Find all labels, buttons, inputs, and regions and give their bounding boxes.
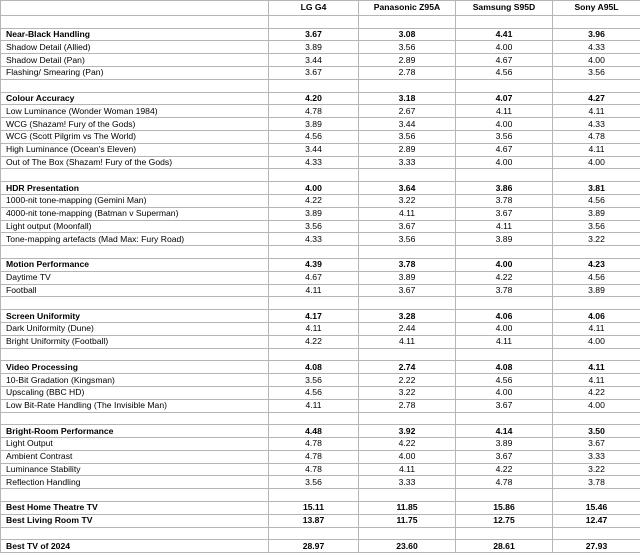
empty-cell	[456, 527, 553, 540]
row-label: Shadow Detail (Pan)	[1, 54, 269, 67]
score-cell: 4.78	[269, 438, 359, 451]
score-cell: 3.22	[359, 194, 456, 207]
row-label: Flashing/ Smearing (Pan)	[1, 66, 269, 79]
empty-cell	[269, 348, 359, 361]
empty-cell	[553, 169, 640, 182]
score-cell: 3.56	[269, 220, 359, 233]
empty-cell	[359, 246, 456, 259]
score-cell: 4.11	[269, 322, 359, 335]
empty-cell	[359, 79, 456, 92]
score-cell: 4.00	[359, 450, 456, 463]
header-panasonic-z95a: Panasonic Z95A	[359, 1, 456, 16]
score-cell: 4.22	[456, 271, 553, 284]
empty-cell	[456, 15, 553, 28]
empty-cell	[456, 489, 553, 502]
section-header-row	[1, 258, 640, 271]
table-row	[1, 463, 640, 476]
empty-cell	[456, 297, 553, 310]
score-cell: 2.89	[359, 54, 456, 67]
section-score: 3.86	[456, 182, 553, 195]
blank-row	[1, 169, 640, 182]
score-cell: 4.56	[456, 66, 553, 79]
score-cell: 4.22	[553, 386, 640, 399]
score-cell: 3.56	[553, 66, 640, 79]
score-cell: 3.44	[269, 143, 359, 156]
score-cell: 2.44	[359, 322, 456, 335]
score-cell: 4.56	[553, 194, 640, 207]
score-cell: 4.11	[269, 284, 359, 297]
empty-cell	[269, 489, 359, 502]
score-cell: 3.56	[359, 130, 456, 143]
empty-cell	[553, 489, 640, 502]
empty-cell	[1, 169, 269, 182]
section-title: HDR Presentation	[1, 182, 269, 195]
score-cell: 3.33	[359, 476, 456, 489]
score-cell: 4.33	[269, 233, 359, 246]
score-cell: 4.67	[456, 54, 553, 67]
table-row	[1, 476, 640, 489]
score-cell: 2.89	[359, 143, 456, 156]
table-row	[1, 54, 640, 67]
row-label: Bright Uniformity (Football)	[1, 335, 269, 348]
blank-row	[1, 527, 640, 540]
total-score: 15.46	[553, 502, 640, 515]
score-cell: 2.22	[359, 374, 456, 387]
section-score: 4.07	[456, 92, 553, 105]
score-cell: 4.56	[553, 271, 640, 284]
empty-cell	[456, 169, 553, 182]
row-label: Luminance Stability	[1, 463, 269, 476]
score-cell: 4.78	[269, 105, 359, 118]
score-cell: 2.78	[359, 66, 456, 79]
empty-cell	[359, 489, 456, 502]
score-cell: 3.67	[359, 220, 456, 233]
section-header-row	[1, 182, 640, 195]
score-cell: 3.33	[553, 450, 640, 463]
section-title: Near-Black Handling	[1, 28, 269, 41]
empty-cell	[359, 169, 456, 182]
section-score: 3.18	[359, 92, 456, 105]
table-row	[1, 450, 640, 463]
final-label: Best TV of 2024	[1, 540, 269, 553]
section-score: 3.81	[553, 182, 640, 195]
section-score: 3.08	[359, 28, 456, 41]
row-label: Daytime TV	[1, 271, 269, 284]
empty-cell	[1, 412, 269, 425]
score-cell: 3.78	[456, 284, 553, 297]
score-cell: 4.00	[456, 322, 553, 335]
table-row	[1, 438, 640, 451]
score-cell: 4.22	[269, 194, 359, 207]
row-label: Light output (Moonfall)	[1, 220, 269, 233]
empty-cell	[553, 15, 640, 28]
section-score: 4.00	[456, 258, 553, 271]
empty-cell	[359, 348, 456, 361]
score-cell: 4.11	[359, 463, 456, 476]
score-cell: 3.67	[359, 284, 456, 297]
table-row	[1, 41, 640, 54]
final-score: 27.93	[553, 540, 640, 553]
score-cell: 4.22	[359, 438, 456, 451]
score-cell: 3.44	[359, 118, 456, 131]
section-score: 4.06	[456, 310, 553, 323]
table-row	[1, 220, 640, 233]
empty-cell	[269, 15, 359, 28]
score-cell: 3.67	[456, 207, 553, 220]
score-cell: 4.11	[359, 207, 456, 220]
empty-cell	[456, 246, 553, 259]
section-score: 4.08	[456, 361, 553, 374]
section-score: 4.06	[553, 310, 640, 323]
header-lg-g4: LG G4	[269, 1, 359, 16]
score-cell: 4.67	[269, 271, 359, 284]
section-score: 4.08	[269, 361, 359, 374]
row-label: Light Output	[1, 438, 269, 451]
score-cell: 3.56	[269, 374, 359, 387]
row-label: Out of The Box (Shazam! Fury of the Gods)	[1, 156, 269, 169]
final-total-row	[1, 540, 640, 553]
empty-cell	[359, 297, 456, 310]
row-label: Dark Uniformity (Dune)	[1, 322, 269, 335]
score-cell: 4.11	[269, 399, 359, 412]
header-row	[1, 1, 640, 16]
final-score: 23.60	[359, 540, 456, 553]
empty-cell	[269, 412, 359, 425]
score-cell: 3.56	[456, 130, 553, 143]
score-cell: 4.00	[553, 54, 640, 67]
empty-cell	[269, 169, 359, 182]
total-score: 11.85	[359, 502, 456, 515]
section-score: 4.39	[269, 258, 359, 271]
section-title: Video Processing	[1, 361, 269, 374]
total-label: Best Home Theatre TV	[1, 502, 269, 515]
score-cell: 3.22	[359, 386, 456, 399]
row-label: Reflection Handling	[1, 476, 269, 489]
total-score: 12.75	[456, 514, 553, 527]
section-header-row	[1, 310, 640, 323]
score-cell: 2.78	[359, 399, 456, 412]
score-cell: 3.89	[269, 207, 359, 220]
score-cell: 4.22	[456, 463, 553, 476]
score-cell: 3.78	[553, 476, 640, 489]
empty-cell	[456, 79, 553, 92]
row-label: 10-Bit Gradation (Kingsman)	[1, 374, 269, 387]
score-cell: 3.89	[359, 271, 456, 284]
table-row	[1, 374, 640, 387]
empty-cell	[553, 246, 640, 259]
empty-cell	[359, 15, 456, 28]
score-cell: 4.56	[269, 130, 359, 143]
section-score: 3.96	[553, 28, 640, 41]
header-samsung-s95d: Samsung S95D	[456, 1, 553, 16]
score-cell: 4.00	[456, 118, 553, 131]
score-cell: 4.11	[456, 335, 553, 348]
score-cell: 3.89	[553, 207, 640, 220]
header-sony-a95l: Sony A95L	[553, 1, 640, 16]
score-cell: 4.56	[269, 386, 359, 399]
table-row	[1, 386, 640, 399]
final-score: 28.61	[456, 540, 553, 553]
empty-cell	[1, 489, 269, 502]
empty-cell	[553, 348, 640, 361]
table-body	[1, 1, 640, 553]
section-header-row	[1, 28, 640, 41]
score-cell: 4.78	[269, 463, 359, 476]
score-cell: 4.33	[553, 118, 640, 131]
score-cell: 3.56	[553, 220, 640, 233]
table-row	[1, 130, 640, 143]
row-label: Upscaling (BBC HD)	[1, 386, 269, 399]
empty-cell	[269, 527, 359, 540]
total-row	[1, 514, 640, 527]
score-cell: 3.22	[553, 463, 640, 476]
empty-cell	[553, 527, 640, 540]
table-row	[1, 156, 640, 169]
score-cell: 4.00	[553, 156, 640, 169]
empty-cell	[269, 246, 359, 259]
final-score: 28.97	[269, 540, 359, 553]
score-cell: 4.00	[456, 41, 553, 54]
section-score: 3.28	[359, 310, 456, 323]
score-cell: 4.00	[553, 335, 640, 348]
score-cell: 3.67	[456, 450, 553, 463]
score-cell: 3.67	[456, 399, 553, 412]
blank-row	[1, 15, 640, 28]
score-cell: 3.89	[553, 284, 640, 297]
row-label: Low Bit-Rate Handling (The Invisible Man)	[1, 399, 269, 412]
header-cell-blank	[1, 1, 269, 16]
empty-cell	[359, 412, 456, 425]
empty-cell	[269, 297, 359, 310]
score-cell: 4.11	[553, 322, 640, 335]
score-cell: 3.67	[269, 66, 359, 79]
section-title: Bright-Room Performance	[1, 425, 269, 438]
empty-cell	[1, 348, 269, 361]
blank-row	[1, 297, 640, 310]
table-row	[1, 207, 640, 220]
section-score: 4.48	[269, 425, 359, 438]
score-cell: 4.56	[456, 374, 553, 387]
section-score: 3.64	[359, 182, 456, 195]
table-row	[1, 143, 640, 156]
score-cell: 3.56	[269, 476, 359, 489]
empty-cell	[1, 79, 269, 92]
table-row	[1, 66, 640, 79]
empty-cell	[456, 412, 553, 425]
score-cell: 4.11	[359, 335, 456, 348]
score-cell: 3.89	[456, 438, 553, 451]
blank-row	[1, 79, 640, 92]
score-cell: 4.67	[456, 143, 553, 156]
score-cell: 3.56	[359, 41, 456, 54]
row-label: High Luminance (Ocean's Eleven)	[1, 143, 269, 156]
section-header-row	[1, 92, 640, 105]
score-cell: 4.11	[456, 220, 553, 233]
section-score: 3.50	[553, 425, 640, 438]
row-label: 1000-nit tone-mapping (Gemini Man)	[1, 194, 269, 207]
blank-row	[1, 348, 640, 361]
row-label: Low Luminance (Wonder Woman 1984)	[1, 105, 269, 118]
blank-row	[1, 489, 640, 502]
section-title: Motion Performance	[1, 258, 269, 271]
empty-cell	[1, 527, 269, 540]
section-header-row	[1, 425, 640, 438]
section-score: 4.23	[553, 258, 640, 271]
row-label: Football	[1, 284, 269, 297]
row-label: Ambient Contrast	[1, 450, 269, 463]
empty-cell	[1, 297, 269, 310]
blank-row	[1, 412, 640, 425]
section-score: 4.00	[269, 182, 359, 195]
section-score: 4.27	[553, 92, 640, 105]
row-label: 4000-nit tone-mapping (Batman v Superman)	[1, 207, 269, 220]
score-cell: 4.78	[553, 130, 640, 143]
empty-cell	[553, 412, 640, 425]
section-score: 4.41	[456, 28, 553, 41]
section-score: 4.17	[269, 310, 359, 323]
empty-cell	[269, 79, 359, 92]
empty-cell	[359, 527, 456, 540]
empty-cell	[553, 79, 640, 92]
total-score: 13.87	[269, 514, 359, 527]
total-label: Best Living Room TV	[1, 514, 269, 527]
score-cell: 4.11	[553, 374, 640, 387]
score-cell: 2.67	[359, 105, 456, 118]
score-cell: 4.00	[456, 156, 553, 169]
score-cell: 3.67	[553, 438, 640, 451]
table-row	[1, 233, 640, 246]
table-row	[1, 284, 640, 297]
empty-cell	[1, 246, 269, 259]
table-row	[1, 105, 640, 118]
empty-cell	[456, 348, 553, 361]
score-cell: 4.11	[553, 105, 640, 118]
row-label: WCG (Shazam! Fury of the Gods)	[1, 118, 269, 131]
score-cell: 3.89	[269, 118, 359, 131]
row-label: Tone-mapping artefacts (Mad Max: Fury Road)	[1, 233, 269, 246]
score-cell: 3.22	[553, 233, 640, 246]
total-score: 15.86	[456, 502, 553, 515]
empty-cell	[1, 15, 269, 28]
score-cell: 4.11	[553, 143, 640, 156]
score-cell: 4.22	[269, 335, 359, 348]
score-cell: 3.78	[456, 194, 553, 207]
blank-row	[1, 246, 640, 259]
score-cell: 3.44	[269, 54, 359, 67]
score-cell: 4.33	[553, 41, 640, 54]
section-score: 3.67	[269, 28, 359, 41]
score-cell: 3.89	[269, 41, 359, 54]
table-row	[1, 322, 640, 335]
row-label: WCG (Scott Pilgrim vs The World)	[1, 130, 269, 143]
score-cell: 4.33	[269, 156, 359, 169]
section-title: Screen Uniformity	[1, 310, 269, 323]
section-header-row	[1, 361, 640, 374]
section-score: 3.78	[359, 258, 456, 271]
score-cell: 4.78	[269, 450, 359, 463]
table-row	[1, 118, 640, 131]
score-cell: 3.33	[359, 156, 456, 169]
total-row	[1, 502, 640, 515]
total-score: 15.11	[269, 502, 359, 515]
score-cell: 4.78	[456, 476, 553, 489]
table-row	[1, 399, 640, 412]
score-cell: 4.11	[456, 105, 553, 118]
score-cell: 3.56	[359, 233, 456, 246]
table-row	[1, 335, 640, 348]
total-score: 12.47	[553, 514, 640, 527]
section-title: Colour Accuracy	[1, 92, 269, 105]
section-score: 4.14	[456, 425, 553, 438]
table-row	[1, 194, 640, 207]
table-row	[1, 271, 640, 284]
score-cell: 4.00	[553, 399, 640, 412]
score-cell: 4.00	[456, 386, 553, 399]
total-score: 11.75	[359, 514, 456, 527]
row-label: Shadow Detail (Allied)	[1, 41, 269, 54]
section-score: 3.92	[359, 425, 456, 438]
section-score: 4.20	[269, 92, 359, 105]
section-score: 4.11	[553, 361, 640, 374]
score-cell: 3.89	[456, 233, 553, 246]
empty-cell	[553, 297, 640, 310]
section-score: 2.74	[359, 361, 456, 374]
